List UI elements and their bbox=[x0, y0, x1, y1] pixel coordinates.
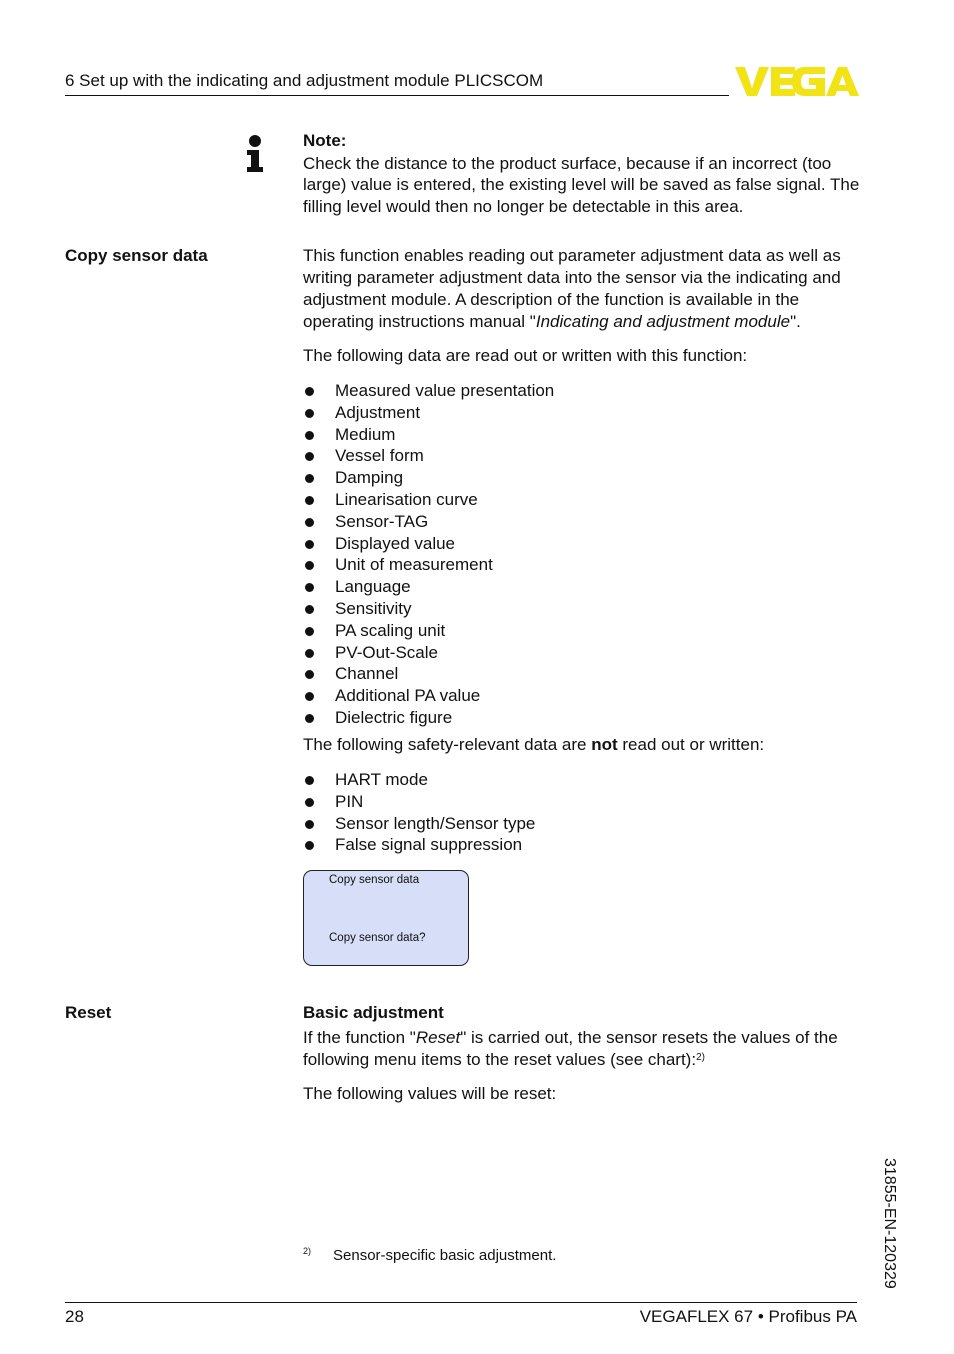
list-item-label: Dielectric figure bbox=[335, 707, 453, 727]
bullet-icon bbox=[305, 496, 314, 505]
bullet-icon bbox=[305, 431, 314, 440]
display-prompt: Copy sensor data? bbox=[329, 932, 426, 944]
list-item-label: Damping bbox=[335, 468, 404, 488]
document-code bbox=[878, 1158, 898, 1308]
bullet-icon bbox=[305, 776, 314, 785]
list-item bbox=[303, 511, 554, 533]
note-block bbox=[303, 130, 863, 217]
reset-text: If the function " bbox=[303, 1028, 416, 1047]
not-copied-data-list bbox=[303, 769, 535, 856]
footnote-reference: 2) bbox=[696, 1052, 705, 1063]
bullet-icon bbox=[305, 692, 314, 701]
bullet-icon bbox=[305, 820, 314, 829]
list-item bbox=[303, 707, 554, 729]
list-item-label: Additional PA value bbox=[335, 686, 481, 706]
list-item-label: Measured value presentation bbox=[335, 381, 555, 400]
list-item-label: PA scaling unit bbox=[335, 620, 446, 640]
note-text: Check the distance to the product surface, because if an incorrect (too large) value is entered, the existing level will be saved as false signal. The filling level would then no longer be detectable in this area. bbox=[303, 153, 860, 216]
list-item bbox=[303, 554, 554, 576]
bullet-icon bbox=[305, 627, 314, 636]
list-item-label: Language bbox=[335, 577, 411, 597]
list-item bbox=[303, 467, 554, 489]
bullet-icon bbox=[305, 841, 314, 850]
list-item-label: Adjustment bbox=[335, 402, 421, 422]
list-item bbox=[303, 402, 554, 424]
copied-data-list bbox=[303, 380, 554, 729]
document-code-text: 31855-EN-120329 bbox=[881, 1158, 898, 1289]
list-item-label: Displayed value bbox=[335, 533, 456, 553]
not-emphasis: not bbox=[591, 735, 618, 754]
bullet-icon bbox=[305, 798, 314, 807]
bullet-icon bbox=[305, 605, 314, 614]
list-item-label: False signal suppression bbox=[335, 835, 523, 855]
list-item-label: Sensor-TAG bbox=[335, 511, 429, 531]
bullet-icon bbox=[305, 518, 314, 527]
display-screen bbox=[303, 870, 469, 966]
reset-description bbox=[303, 1027, 863, 1074]
list-item bbox=[303, 663, 554, 685]
list-item bbox=[303, 489, 554, 511]
reset-function-name: Reset bbox=[415, 1028, 461, 1047]
intro-manual-title: Indicating and adjustment module bbox=[535, 312, 791, 331]
bullet-icon bbox=[305, 452, 314, 461]
not-copied-intro bbox=[303, 734, 863, 756]
list-item bbox=[303, 598, 554, 620]
list-item-label: Sensitivity bbox=[335, 598, 412, 618]
bullet-icon bbox=[305, 714, 314, 723]
bullet-icon bbox=[305, 409, 314, 418]
reset-heading: Reset bbox=[65, 1003, 112, 1022]
bullet-icon bbox=[305, 670, 314, 679]
list-intro: The following data are read out or written with this function: bbox=[303, 346, 748, 365]
list-item bbox=[303, 685, 554, 707]
list-item bbox=[303, 791, 535, 813]
reset-text-end: " is carried out, the sensor resets the values of the following menu items to the reset values (see chart): bbox=[303, 1028, 838, 1069]
bullet-icon bbox=[305, 474, 314, 483]
vega-logo bbox=[735, 64, 859, 103]
list-item-label: Unit of measurement bbox=[335, 555, 493, 575]
list-item-label: Medium bbox=[335, 424, 396, 444]
list-item-label: PIN bbox=[335, 791, 364, 811]
info-icon bbox=[245, 134, 265, 179]
list-item bbox=[303, 424, 554, 446]
list-item bbox=[303, 576, 554, 598]
footnote-mark: 2) bbox=[303, 1246, 312, 1256]
basic-adjustment-heading: Basic adjustment bbox=[303, 1003, 444, 1022]
list-item bbox=[303, 380, 554, 402]
footer-product: VEGAFLEX 67 • Profibus PA bbox=[639, 1307, 857, 1326]
list-item-label: PV-Out-Scale bbox=[335, 642, 438, 662]
reset-values-intro: The following values will be reset: bbox=[303, 1084, 557, 1103]
page-number: 28 bbox=[65, 1307, 84, 1326]
list-item bbox=[303, 620, 554, 642]
header-divider bbox=[65, 95, 729, 96]
copy-sensor-data-heading: Copy sensor data bbox=[65, 246, 208, 265]
not-intro-text-end: read out or written: bbox=[617, 735, 765, 754]
list-item-label: Channel bbox=[335, 664, 399, 684]
copy-sensor-data-intro bbox=[303, 245, 863, 333]
intro-text: This function enables reading out parameter adjustment data as well as writing parameter adjustment data into the sensor via the indicating and adjustment module. A description of the function is available in the operating instructions manual " bbox=[303, 246, 841, 331]
list-item bbox=[303, 769, 535, 791]
display-menu-title: Copy sensor data bbox=[329, 874, 420, 886]
bullet-icon bbox=[305, 583, 314, 592]
bullet-icon bbox=[305, 387, 314, 396]
footer-divider bbox=[65, 1302, 857, 1303]
list-item bbox=[303, 642, 554, 664]
bullet-icon bbox=[305, 540, 314, 549]
bullet-icon bbox=[305, 561, 314, 570]
not-intro-text: The following safety-relevant data are bbox=[303, 735, 592, 754]
list-item bbox=[303, 533, 554, 555]
note-title: Note: bbox=[303, 131, 347, 150]
list-item bbox=[303, 813, 535, 835]
list-item bbox=[303, 445, 554, 467]
list-item-label: Vessel form bbox=[335, 446, 424, 466]
section-title: 6 Set up with the indicating and adjustment module PLICSCOM bbox=[65, 71, 544, 90]
intro-text-end: ". bbox=[790, 312, 801, 331]
list-item-label: Sensor length/Sensor type bbox=[335, 813, 536, 833]
footnote bbox=[303, 1247, 556, 1264]
bullet-icon bbox=[305, 649, 314, 658]
list-item bbox=[303, 834, 535, 856]
list-item-label: Linearisation curve bbox=[335, 489, 478, 509]
list-item-label: HART mode bbox=[335, 770, 428, 789]
footnote-text: Sensor-specific basic adjustment. bbox=[333, 1247, 557, 1264]
